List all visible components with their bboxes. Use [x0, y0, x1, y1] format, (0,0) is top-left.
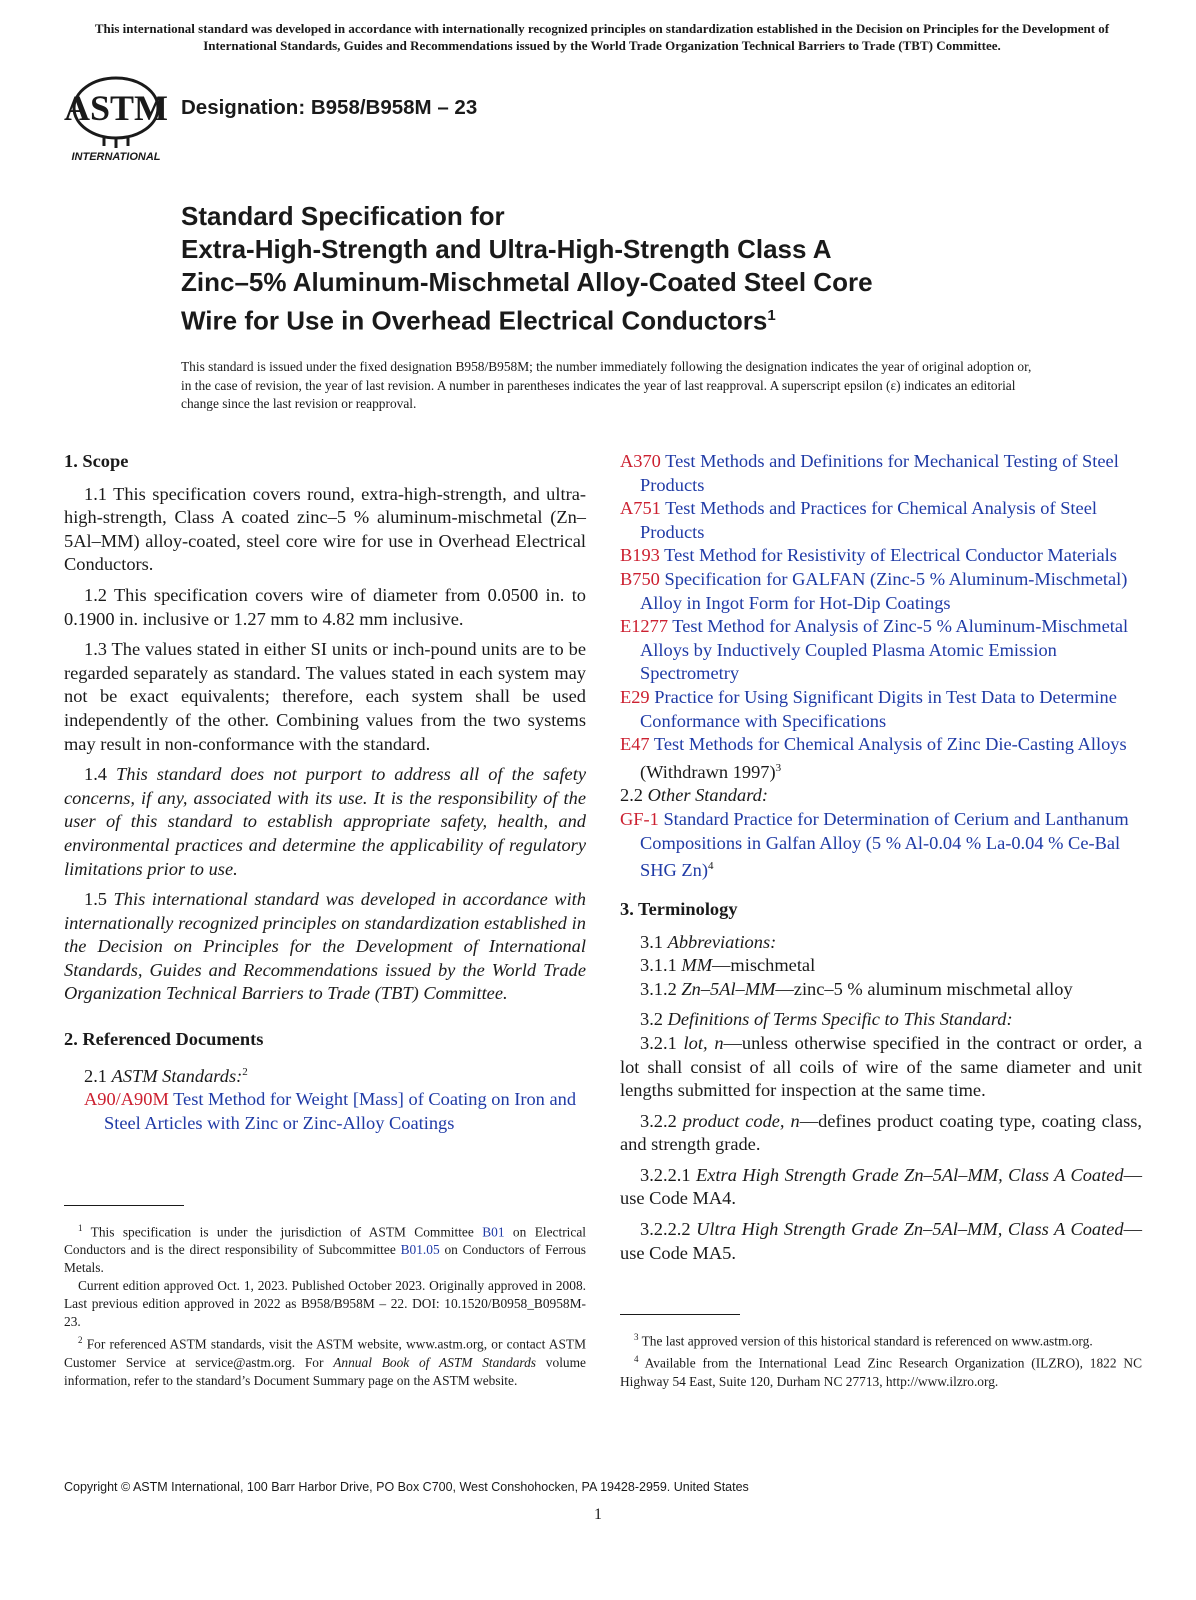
footnote-3: $^3$ The last approved version of this historical standard is referenced on www.astm.org.: [634, 1332, 1093, 1349]
section-refdocs-heading: 2. Referenced Documents: [64, 1029, 264, 1050]
para-3-2-2: 3.2.2 product code, n—defines product coating type, coating class, and strength grade.: [620, 1110, 1142, 1155]
ref-b193[interactable]: B193 Test Method for Resistivity of Electrical Conductor Materials: [620, 545, 1117, 566]
designation: Designation: B958/B958M – 23: [181, 96, 478, 119]
para-3-1-2: 3.1.2 Zn–5Al–MM—zinc–5 % aluminum mischmetal alloy: [640, 978, 1073, 999]
para-3-1-1: 3.1.1 MM—mischmetal: [640, 955, 816, 976]
footnote-2: $^2$ For referenced ASTM standards, visit the ASTM website, www.astm.org, or contact ASTM Customer Service at service@astm.org. For Annual Book of ASTM Standards volume information, refer to the standard’s Document Summary page on the ASTM website.: [64, 1335, 586, 1388]
para-3-1: 3.1 Abbreviations:: [640, 931, 777, 952]
para-1-2: 1.2 This specification covers wire of diameter from 0.0500 in. to 0.1900 in. inclusive or 1.27 mm to 4.82 mm inclusive.: [64, 584, 586, 629]
footnote-rule-right: [620, 1314, 740, 1315]
footnote-1-edition: Current edition approved Oct. 1, 2023. Published October 2023. Originally approved in 2008. Last previous edition approved in 2022 as B958/B958M – 22. DOI: 10.1520/B0958_B0958M-23.: [64, 1278, 586, 1330]
ref-a90[interactable]: A90/A90M Test Method for Weight [Mass] of Coating on Iron and Steel Articles with Zinc or Zinc-Alloy Coatings: [84, 1089, 577, 1133]
title-line-2: Extra-High-Strength and Ultra-High-Strength Class A: [181, 234, 832, 264]
footnotes-right: [620, 1328, 1142, 1391]
title-footnote-mark: 1: [767, 307, 776, 324]
ref-a751[interactable]: A751 Test Methods and Practices for Chemical Analysis of Steel Products: [620, 498, 1097, 542]
para-3-2-1: 3.2.1 lot, n—unless otherwise specified in the contract or order, a lot shall consist of all coils of wire of the same diameter and unit lengths submitted for inspection at the same time.: [620, 1032, 1142, 1101]
astm-logo: [60, 72, 172, 164]
footnote-4: $^4$ Available from the International Lead Zinc Research Organization (ILZRO), 1822 NC Highway 54 East, Suite 120, Durham NC 27713, http://www.ilzro.org.: [620, 1354, 1143, 1389]
section-scope-heading: 1. Scope: [64, 451, 129, 471]
section-terminology-heading: 3. Terminology: [620, 898, 738, 919]
para-1-3: 1.3 The values stated in either SI units or inch-pound units are to be regarded separately as standard. The values stated in each system may not be exact equivalents; therefore, each system shall be used independently of the other. Combining values from the two systems may result in non-conformance with the standard.: [64, 639, 586, 754]
document-title: [181, 200, 1041, 338]
para-1-1: 1.1 This specification covers round, extra-high-strength, and ultra-high-strength, Class A coated zinc–5 % aluminum-mischmetal (Zn–5Al–MM) alloy-coated, steel core wire for use in Overhead Electrical Conductors.: [64, 483, 586, 575]
title-line-1: Standard Specification for: [181, 201, 505, 231]
para-2-2: 2.2 Other Standard:: [620, 785, 768, 806]
issue-note: This standard is issued under the fixed designation B958/B958M; the number immediately following the designation indicates the year of original adoption or, in the case of revision, the year of last revision. A number in parentheses indicates the year of last reapproval. A superscript epsilon (ε) indicates an editorial change since the last revision or reapproval.: [181, 359, 1032, 411]
footnote-rule-left: [64, 1205, 184, 1206]
ref-a370[interactable]: A370 Test Methods and Definitions for Mechanical Testing of Steel Products: [620, 451, 1119, 495]
para-2-1: 2.1 ASTM Standards:$^2$: [84, 1065, 248, 1086]
svg-text:ASTM: ASTM: [63, 88, 169, 128]
left-column: [64, 450, 586, 1136]
ref-e1277[interactable]: E1277 Test Method for Analysis of Zinc-5 % Aluminum-Mischmetal Alloys by Inductively Coupled Plasma Atomic Emission Spectrometry: [620, 616, 1129, 684]
link-b01[interactable]: B01: [482, 1224, 505, 1240]
page-number: 1: [594, 1506, 602, 1523]
ref-e47[interactable]: E47 Test Methods for Chemical Analysis of Zinc Die-Casting Alloys (Withdrawn 1997)$^3$: [620, 734, 1127, 782]
para-3-2-2-1: 3.2.2.1 Extra High Strength Grade Zn–5Al–MM, Class A Coated—use Code MA4.: [620, 1164, 1142, 1209]
para-3-2-2-2: 3.2.2.2 Ultra High Strength Grade Zn–5Al–MM, Class A Coated—use Code MA5.: [620, 1219, 1142, 1263]
title-line-4: Wire for Use in Overhead Electrical Conductors: [181, 305, 768, 336]
para-1-5: 1.5 This international standard was developed in accordance with internationally recognized principles on standardization established in the Decision on Principles for the Development of International Standards, Guides and Recommendations issued by the World Trade Organization Technical Barriers to Trade (TBT) Committee.: [64, 889, 586, 1004]
ref-gf1[interactable]: GF-1 Standard Practice for Determination of Cerium and Lanthanum Compositions in Galfan Alloy (5 % Al-0.04 % La-0.04 % Ce-Bal SHG Zn)$^4$: [620, 809, 1129, 881]
svg-text:INTERNATIONAL: INTERNATIONAL: [71, 151, 161, 163]
para-1-4: 1.4 This standard does not purport to address all of the safety concerns, if any, associated with its use. It is the responsibility of the user of this standard to establish appropriate safety, health, and environmental practices and determine the applicability of regulatory limitations prior to use.: [64, 764, 586, 879]
para-3-2: 3.2 Definitions of Terms Specific to This Standard:: [640, 1009, 1013, 1030]
wto-notice: This international standard was developed in accordance with internationally recognized principles on standardization established in the Decision on Principles for the Development of International Standards, Guides and Recommendations issued by the World Trade Organization Technical Barriers to Trade (TBT) Committee.: [94, 21, 1110, 53]
ref-b750[interactable]: B750 Specification for GALFAN (Zinc-5 % Aluminum-Mischmetal) Alloy in Ingot Form for Hot-Dip Coatings: [620, 568, 1128, 613]
footnote-1: $^1$ This specification is under the jurisdiction of ASTM Committee B01 on Electrical Conductors and is the direct responsibility of Subcommittee B01.05 on Conductors of Ferrous Metals.: [64, 1223, 586, 1276]
ref-e29[interactable]: E29 Practice for Using Significant Digits in Test Data to Determine Conformance with Specifications: [620, 686, 1117, 731]
right-column: [620, 450, 1142, 1272]
footnotes-left: [64, 1219, 586, 1390]
title-line-3: Zinc–5% Aluminum-Mischmetal Alloy-Coated Steel Core: [181, 267, 873, 297]
link-b01-05[interactable]: B01.05: [400, 1242, 440, 1258]
copyright: Copyright © ASTM International, 100 Barr Harbor Drive, PO Box C700, West Conshohocken, PA 19428-2959. United States: [64, 1480, 749, 1494]
